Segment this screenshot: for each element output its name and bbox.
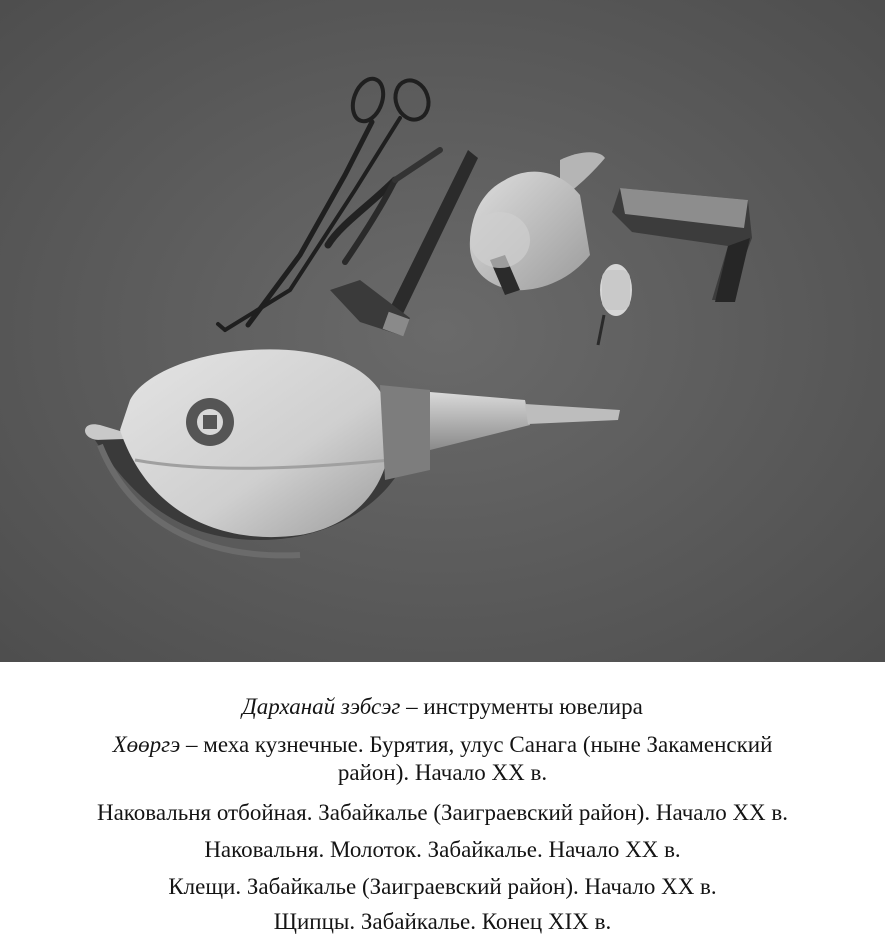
caption-block bbox=[0, 662, 885, 944]
caption-text: – инструменты ювелира bbox=[400, 694, 643, 719]
caption-line-7: Щипцы. Забайкалье. Конец XIX в. bbox=[273, 909, 612, 934]
caption-text: – меха кузнечные. Бурятия, улус Санага (ныне Закаменский bbox=[180, 732, 773, 757]
caption-line-4: Наковальня отбойная. Забайкалье (Заиграевский район). Начало XX в. bbox=[96, 800, 789, 825]
caption-line-6: Клещи. Забайкалье (Заиграевский район). Начало XX в. bbox=[168, 874, 717, 899]
caption-line-2 bbox=[0, 730, 885, 759]
caption-line-3: район). Начало XX в. bbox=[337, 760, 548, 785]
caption-title-italic: Хөөргэ bbox=[112, 732, 181, 757]
caption-line-5: Наковальня. Молоток. Забайкалье. Начало XX в. bbox=[204, 837, 681, 862]
caption-title-italic: Дарханай зэбсэг bbox=[242, 694, 401, 719]
caption-line-1 bbox=[0, 692, 885, 721]
